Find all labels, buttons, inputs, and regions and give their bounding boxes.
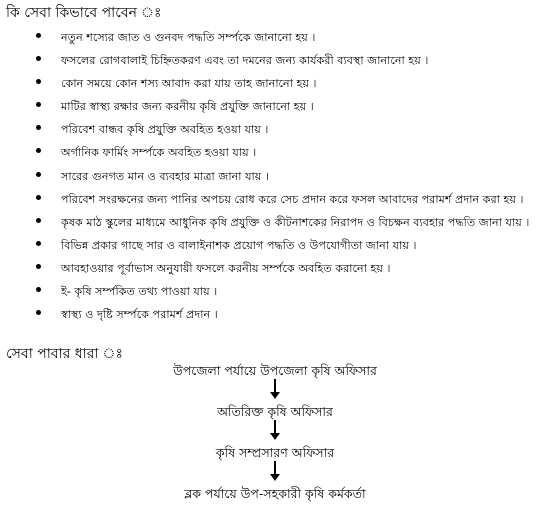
flow-step-block-officer: ব্লক পর্যায়ে উপ-সহকারী কৃষি কর্মকর্তা (184, 486, 366, 501)
list-item-text: পরিবেশ সংরক্ষনের জন্য পানির অপচয় রোধ করে সেচ প্রদান করে ফসল আবাদের পরামর্শ প্রদান করা হয় । (61, 192, 524, 206)
list-item (0, 168, 550, 191)
list-item-text: মাটির স্বাস্থ্য রক্ষার জন্য করনীয় কৃষি প্রযুক্তি জানানো হয় । (61, 100, 314, 114)
list-item (0, 29, 550, 52)
bullet-icon (36, 33, 41, 38)
list-item (0, 98, 550, 121)
list-item-text: বিভিন্ন প্রকার গাছে সার ও বালাইনাশক প্রয়োগ পদ্ধতি ও উপযোগীতা জানা যায় । (61, 238, 417, 252)
list-item (0, 237, 550, 260)
list-item-text: সারের গুনগত মান ও ব্যবহার মাত্রা জানা যায় । (61, 169, 269, 183)
list-item-text: আবহাওয়ার পূর্বাভাস অনুযায়ী ফসলে করনীয় সর্ম্পকে অবহিত করানো হয় । (61, 261, 391, 275)
bullet-icon (36, 56, 41, 61)
list-item-text: অর্গানিক ফার্মিং সর্ম্পকে অবহিত হওয়া যায় । (61, 146, 257, 160)
list-item-text: স্বাস্থ্য ও দৃষ্টি সর্ম্পকে পরামর্শ প্রদান । (61, 308, 218, 322)
list-item-text: ফসলের রোগবালাই চিহ্নিতকরণ এবং তা দমনের জন্য কার্যকরী ব্যবস্থা জানানো হয় । (61, 54, 429, 68)
bullet-icon (36, 125, 41, 130)
list-item (0, 260, 550, 283)
list-item-text: ই- কৃষি সর্ম্পকিত তথ্য পাওয়া যায় । (61, 285, 218, 299)
list-item (0, 306, 550, 329)
bullet-icon (36, 148, 41, 153)
bullet-icon (36, 172, 41, 177)
list-item-text: কোন সময়ে কোন শস্য আবাদ করা যায় তাহ জানানো হয় । (61, 77, 317, 91)
down-arrow-icon (270, 420, 280, 440)
bullet-icon (36, 264, 41, 269)
bullet-icon (36, 79, 41, 84)
list-item (0, 75, 550, 98)
list-item (0, 214, 550, 237)
list-item-text: পরিবেশ বান্ধব কৃষি প্রযুক্তি অবহিত হওয়া যায় । (61, 123, 269, 137)
list-item (0, 283, 550, 306)
benefits-list (0, 29, 550, 329)
list-item (0, 191, 550, 214)
list-item (0, 144, 550, 167)
down-arrow-icon (270, 379, 280, 399)
bullet-icon (36, 195, 41, 200)
down-arrow-icon (270, 461, 280, 481)
bullet-icon (36, 102, 41, 107)
list-item (0, 121, 550, 144)
service-flow-diagram (0, 357, 550, 510)
list-item (0, 52, 550, 75)
flow-step-additional-officer: অতিরিক্ত কৃষি অফিসার (217, 404, 333, 419)
flow-step-upazila-officer: উপজেলা পর্যায়ে উপজেলা কৃষি অফিসার (173, 363, 377, 378)
benefits-heading: কি সেবা কিভাবে পাবেন ঃ (6, 5, 162, 21)
service-flow-heading: সেবা পাবার ধারা ঃ (6, 346, 123, 362)
list-item-text: কৃষক মাঠ স্কুলের মাধ্যমে আধুনিক কৃষি প্রযুক্তি ও কীটনাশকের নিরাপদ ও বিচক্ষন ব্যবহার পদ্ধতি জানা যায় । (61, 215, 530, 229)
flow-step-extension-officer: কৃষি সম্প্রসারণ অফিসার (215, 445, 335, 460)
bullet-icon (36, 310, 41, 315)
bullet-icon (36, 287, 41, 292)
list-item-text: নতুন শস্যের জাত ও গুনবদ পদ্ধতি সর্ম্পকে জানানো হয় । (61, 31, 316, 44)
bullet-icon (36, 218, 41, 223)
bullet-icon (36, 241, 41, 246)
